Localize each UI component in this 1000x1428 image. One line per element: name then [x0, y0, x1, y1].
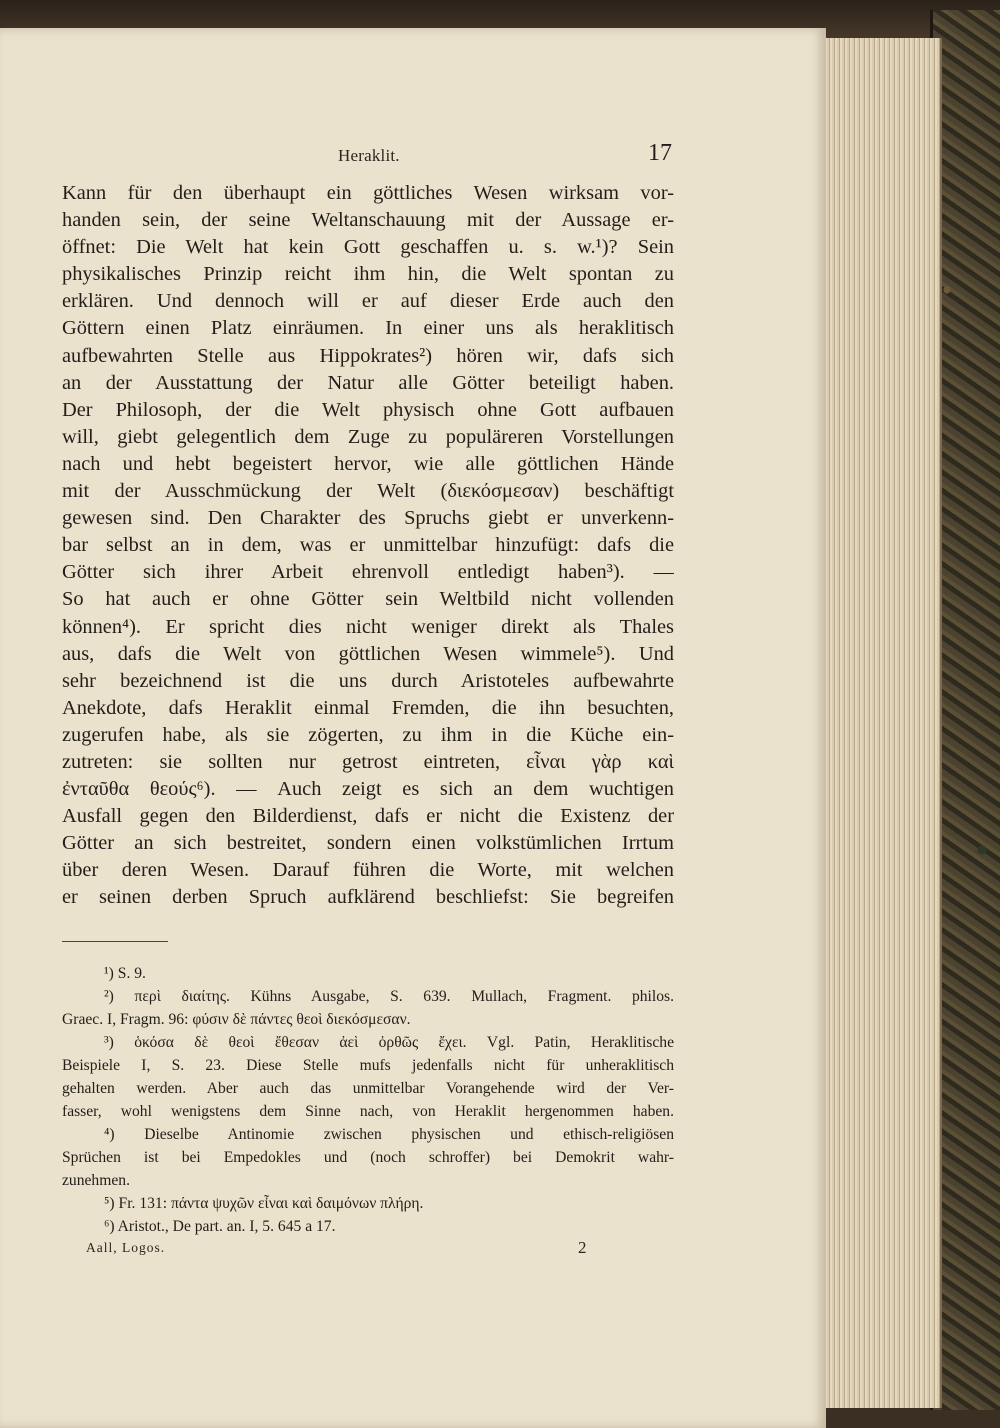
footnote-line: Sprüchen ist bei Empedokles und (noch schroffer) bei Demokrit wahr- — [62, 1149, 674, 1166]
body-line: physikalisches Prinzip reicht ihm hin, die Welt spontan zu — [62, 263, 674, 286]
footnote-line: ⁶) Aristot., De part. an. I, 5. 645 a 17. — [104, 1218, 336, 1235]
body-line: Kann für den überhaupt ein göttliches Wesen wirksam vor- — [62, 182, 674, 204]
body-line: aufbewahrten Stelle aus Hippokrates²) hören wir, dafs sich — [62, 344, 674, 367]
body-line: erklären. Und dennoch will er auf dieser Erde auch den — [62, 290, 674, 313]
footnote-line: fasser, wohl wenigstens dem Sinne nach, von Heraklit hergenommen haben. — [62, 1103, 674, 1120]
body-line: will, giebt gelegentlich dem Zuge zu populäreren Vorstellungen — [62, 425, 674, 448]
footnote-line: ⁴) Dieselbe Antinomie zwischen physischen und ethisch-religiösen — [104, 1126, 674, 1143]
body-line: zugerufen habe, als sie zögerten, zu ihm in die Küche ein- — [62, 723, 674, 746]
body-line: er seinen derben Spruch aufklärend beschliefst: Sie begreifen — [62, 886, 674, 909]
body-line: über deren Wesen. Darauf führen die Worte, mit welchen — [62, 859, 674, 882]
body-line: gewesen sind. Den Charakter des Spruchs giebt er unverkenn- — [62, 507, 674, 530]
body-line: mit der Ausschmückung der Welt (διεκόσμεσαν) beschäftigt — [62, 480, 674, 503]
footnote-divider — [62, 941, 168, 942]
footnote-line: zunehmen. — [62, 1172, 130, 1189]
body-line: Der Philosoph, der die Welt physisch ohne Gott aufbauen — [62, 398, 674, 421]
footnotes — [62, 962, 674, 1238]
body-line: zutreten: sie sollten nur getrost eintreten, εἶναι γὰρ καὶ — [62, 750, 674, 773]
body-line: ἐνταῦθα θεούς⁶). — Auch zeigt es sich an dem wuchtigen — [62, 778, 674, 801]
running-title: Heraklit. — [338, 146, 400, 165]
body-line: Anekdote, dafs Heraklit einmal Fremden, die ihn besuchten, — [62, 696, 674, 719]
page-edges — [822, 38, 942, 1408]
body-text — [62, 180, 674, 912]
page-number: 17 — [648, 140, 672, 166]
footnote-line: Beispiele I, S. 23. Diese Stelle mufs jedenfalls nicht für unheraklitisch — [62, 1057, 674, 1074]
footnote-line: Graec. I, Fragm. 96: φύσιν δὲ πάντες θεοὶ διεκόσμεσαν. — [62, 1011, 411, 1028]
footnote-line: gehalten werden. Aber auch das unmittelbar Vorangehende wird der Ver- — [62, 1080, 674, 1097]
printer-signature: Aall, Logos. — [86, 1240, 166, 1255]
body-line: Götter an sich bestreitet, sondern einen volkstümlichen Irrtum — [62, 832, 674, 855]
body-line: öffnet: Die Welt hat kein Gott geschaffen u. s. w.¹)? Sein — [62, 236, 674, 259]
body-line: aus, dafs die Welt von göttlichen Wesen wimmele⁵). Und — [62, 642, 674, 665]
footnote-line: ³) ὁκόσα δὲ θεοὶ ἔθεσαν ἀεὶ ὀρθῶς ἔχει. Vgl. Patin, Heraklitische — [104, 1034, 674, 1051]
footnote-line: ²) περὶ διαίτης. Kühns Ausgabe, S. 639. Mullach, Fragment. philos. — [104, 988, 674, 1005]
body-line: So hat auch er ohne Götter sein Weltbild nicht vollenden — [62, 588, 674, 611]
body-line: sehr bezeichnend ist die uns durch Aristoteles aufbewahrte — [62, 669, 674, 692]
body-line: können⁴). Er spricht dies nicht weniger direkt als Thales — [62, 615, 674, 638]
sheet-number: 2 — [578, 1238, 587, 1257]
body-line: nach und hebt begeistert hervor, wie alle göttlichen Hände — [62, 452, 674, 475]
body-line: Ausfall gegen den Bilderdienst, dafs er nicht die Existenz der — [62, 805, 674, 828]
footnote-line: ⁵) Fr. 131: πάντα ψυχῶν εἶναι καὶ δαιμόνων πλήρη. — [104, 1195, 424, 1212]
body-line: handen sein, der seine Weltanschauung mit der Aussage er- — [62, 209, 674, 232]
body-line: Götter sich ihrer Arbeit ehrenvoll entledigt haben³). — — [62, 561, 674, 584]
body-line: bar selbst an in dem, was er unmittelbar hinzufügt: dafs die — [62, 534, 674, 557]
footnote-line: ¹) S. 9. — [104, 965, 146, 982]
body-line: an der Ausstattung der Natur alle Götter beteiligt haben. — [62, 371, 674, 394]
body-line: Göttern einen Platz einräumen. In einer uns als heraklitisch — [62, 317, 674, 340]
